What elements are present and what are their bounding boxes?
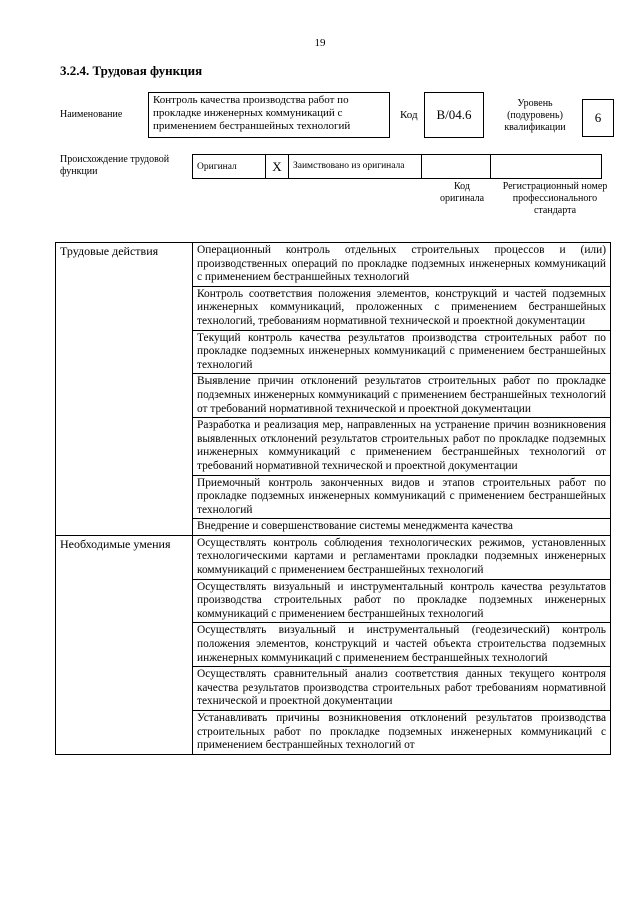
function-details-table <box>55 242 611 755</box>
labor-action-item: Разработка и реализация мер, направленных на устранение причин возникновения выявленных отклонений результатов строительных работ по прокладке подземных инженерных коммуникаций с применением бестраншейных технологий от требований нормативной технической и проектной документации <box>193 418 611 475</box>
skill-item: Устанавливать причины возникновения отклонений результатов производства строительных работ по прокладке подземных инженерных коммуникаций с применением бестраншейных технологий от <box>193 711 611 755</box>
skill-item: Осуществлять визуальный и инструментальный контроль качества результатов производства строительных работ по прокладке подземных инженерных коммуникаций с применением бестраншейных технологий <box>193 579 611 623</box>
labor-actions-label: Трудовые действия <box>56 243 193 536</box>
original-label: Оригинал <box>193 155 266 179</box>
skill-item: Осуществлять визуальный и инструментальный (геодезический) контроль положения элементов, конструкций и частей объекта строительства подземных инженерных коммуникаций с применением бестраншейных технологий <box>193 623 611 667</box>
function-name-box: Контроль качества производства работ по прокладке инженерных коммуникаций с применением бестраншейных технологий <box>148 92 390 138</box>
qualification-level-box: 6 <box>582 99 614 137</box>
function-code-box: B/04.6 <box>424 92 484 138</box>
code-caption: Код оригинала <box>439 181 485 204</box>
original-code-cell <box>422 155 491 179</box>
origin-label: Происхождение трудовой функции <box>60 154 170 177</box>
page-number: 19 <box>314 37 326 49</box>
name-label: Наименование <box>60 109 123 120</box>
registration-caption: Регистрационный номер профессионального стандарта <box>502 181 608 216</box>
original-mark: X <box>266 155 289 179</box>
table-row <box>56 535 611 579</box>
level-label: Уровень (подуровень) квалификации <box>504 98 566 133</box>
skill-item: Осуществлять контроль соблюдения технологических режимов, установленных технологическими картами и регламентами прокладки подземных инженерных коммуникаций с применением бестраншейных технологий <box>193 535 611 579</box>
labor-action-item: Текущий контроль качества результатов производства строительных работ по прокладке подземных инженерных коммуникаций с применением бестраншейных технологий <box>193 330 611 374</box>
origin-table <box>192 154 602 179</box>
labor-action-item: Приемочный контроль законченных видов и этапов строительных работ по прокладке подземных инженерных коммуникаций с применением бестраншейных технологий <box>193 475 611 519</box>
registration-number-cell <box>491 155 602 179</box>
required-skills-label: Необходимые умения <box>56 535 193 754</box>
labor-action-item: Внедрение и совершенствование системы менеджмента качества <box>193 519 611 536</box>
section-title: 3.2.4. Трудовая функция <box>60 63 203 78</box>
code-label: Код <box>400 109 418 121</box>
table-row <box>56 243 611 287</box>
skill-item: Осуществлять сравнительный анализ соответствия данных текущего контроля качества результатов производства строительных работ требованиям нормативной технической и проектной документации <box>193 667 611 711</box>
borrowed-label: Заимствовано из оригинала <box>289 155 422 179</box>
labor-action-item: Операционный контроль отдельных строительных процессов и (или) производственных операций по прокладке подземных инженерных коммуникаций с применением бестраншейных технологий <box>193 243 611 287</box>
labor-action-item: Выявление причин отклонений результатов строительных работ по прокладке подземных инженерных коммуникаций с применением бестраншейных технологий от требований нормативной технической и проектной документации <box>193 374 611 418</box>
labor-action-item: Контроль соответствия положения элементов, конструкций и частей подземных инженерных коммуникаций, проложенных с применением бестраншейных технологий, требованиям нормативной технической и проектной документации <box>193 286 611 330</box>
